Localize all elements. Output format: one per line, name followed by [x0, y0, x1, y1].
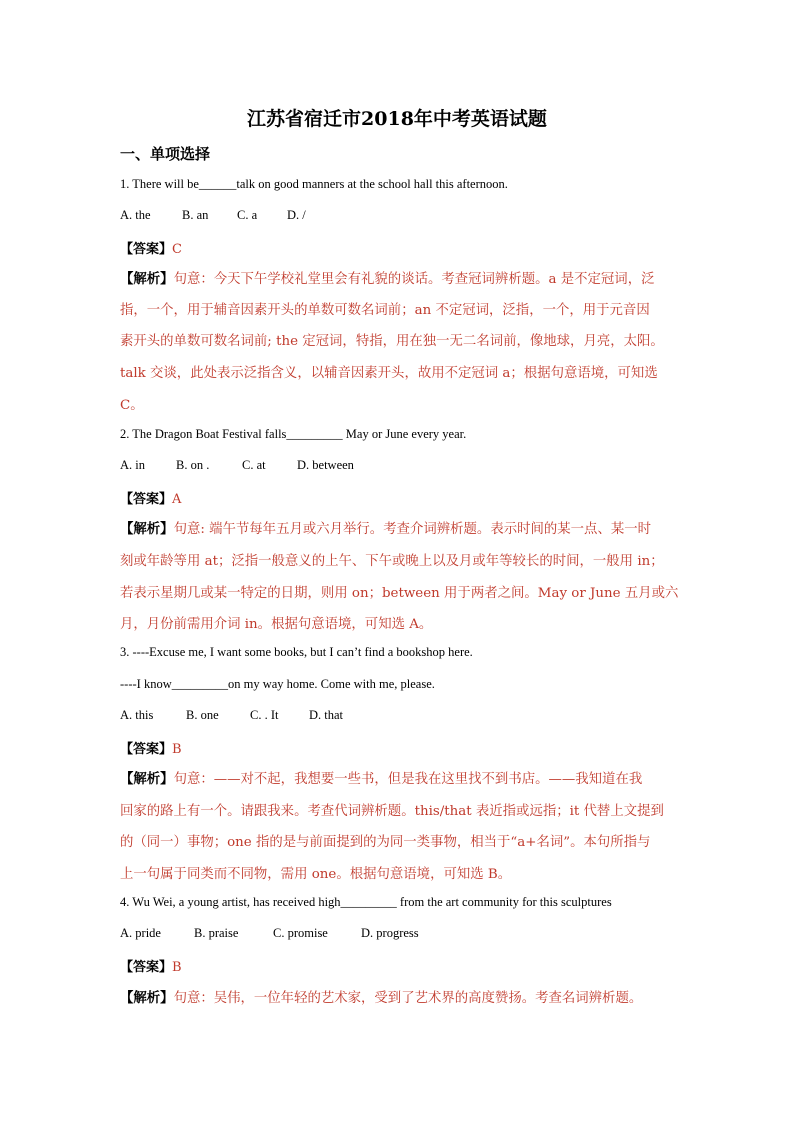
option-a: A. pride [120, 926, 161, 940]
explanation-line: 句意：吴伟，一位年轻的艺术家，受到了艺术界的高度赞扬。考查名词辨析题。 [173, 991, 643, 1006]
answer-value: C [172, 242, 182, 257]
answer-tag: 【答案】 [120, 960, 173, 975]
explanation-line: 句意：今天下午学校礼堂里会有礼貌的谈话。考查冠词辨析题。a 是不定冠词，泛 [173, 272, 655, 287]
explanation-line: C。 [120, 398, 144, 413]
question-2-options [120, 458, 354, 473]
explanation-line: 若表示星期几或某一特定的日期，则用 on；between 用于两者之间。May or June 五月或六 [120, 586, 679, 601]
section-heading: 一、单项选择 [120, 145, 211, 163]
option-a: A. in [120, 458, 145, 472]
analysis-tag: 【解析】 [120, 990, 174, 1006]
option-c: C. . It [250, 708, 279, 722]
explanation-line: 的（同一）事物；one 指的是与前面提到的为同一类事物，相当于“a+名词”。本句所指与 [120, 835, 651, 850]
answer-value: A [172, 492, 182, 507]
option-d: D. progress [361, 926, 419, 940]
option-d: D. / [287, 208, 306, 222]
explanation-line: 句意：——对不起，我想要一些书，但是我在这里找不到书店。——我知道在我 [173, 772, 643, 787]
option-b: B. one [186, 708, 219, 722]
explanation-line: talk 交谈，此处表示泛指含义，以辅音因素开头，故用不定冠词 a；根据句意语境，可知选 [120, 366, 658, 381]
option-a: A. this [120, 708, 154, 722]
option-b: B. praise [194, 926, 239, 940]
answer-tag: 【答案】 [120, 492, 173, 507]
answer-value: B [172, 742, 182, 757]
question-4-options [120, 926, 419, 941]
question-3-options [120, 708, 343, 723]
explanation-line: 月，月份前需用介词 in。根据句意语境，可知选 A。 [120, 617, 433, 632]
option-c: C. promise [273, 926, 328, 940]
question-1-options [120, 208, 306, 223]
question-1-explanation [120, 268, 654, 287]
question-1-answer [120, 238, 182, 257]
explanation-line: 刻或年龄等用 at；泛指一般意义的上午、下午或晚上以及月或年等较长的时间，一般用 in； [120, 554, 664, 569]
option-b: B. an [182, 208, 209, 222]
question-2-answer [120, 488, 181, 507]
question-3-answer [120, 738, 182, 757]
answer-value: B [172, 960, 182, 975]
question-3-explanation [120, 768, 642, 787]
question-4-explanation [120, 987, 642, 1006]
question-4-stem: 4. Wu Wei, a young artist, has received high_________ from the art community for this sculptures [120, 895, 612, 909]
page-title: 江苏省宿迁市2018年中考英语试题 [247, 108, 547, 130]
explanation-line: 指，一个，用于辅音因素开头的单数可数名词前；an 不定冠词，泛指，一个，用于元音因 [120, 303, 650, 318]
question-2-explanation [120, 518, 651, 537]
answer-tag: 【答案】 [120, 242, 173, 257]
option-b: B. on . [176, 458, 210, 472]
explanation-line: 回家的路上有一个。请跟我来。考查代词辨析题。this/that 表近指或远指；it 代替上文提到 [120, 804, 664, 819]
option-d: D. that [309, 708, 344, 722]
explanation-line: 上一句属于同类而不同物，需用 one。根据句意语境，可知选 B。 [120, 867, 512, 882]
option-c: C. a [237, 208, 258, 222]
question-3-stem-reply: ----I know_________on my way home. Come with me, please. [120, 677, 435, 691]
option-a: A. the [120, 208, 151, 222]
analysis-tag: 【解析】 [120, 271, 174, 287]
explanation-line: 素开头的单数可数名词前; the 定冠词，特指，用在独一无二名词前，像地球，月亮，太阳。 [120, 334, 664, 349]
analysis-tag: 【解析】 [120, 521, 174, 537]
answer-tag: 【答案】 [120, 742, 173, 757]
analysis-tag: 【解析】 [120, 771, 174, 787]
option-c: C. at [242, 458, 266, 472]
question-4-answer [120, 956, 182, 975]
question-2-stem: 2. The Dragon Boat Festival falls_________ May or June every year. [120, 427, 467, 441]
question-1-stem: 1. There will be______talk on good manners at the school hall this afternoon. [120, 177, 508, 191]
explanation-line: 句意: 端午节每年五月或六月举行。考查介词辨析题。表示时间的某一点、某一时 [173, 522, 651, 537]
question-3-stem: 3. ----Excuse me, I want some books, but I can’t find a bookshop here. [120, 645, 473, 659]
option-d: D. between [297, 458, 354, 472]
